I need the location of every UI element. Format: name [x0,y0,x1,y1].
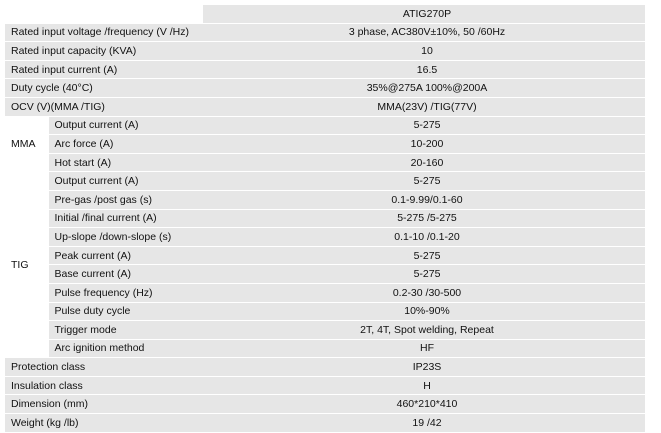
row-value: 0.1-10 /0.1-20 [203,228,645,247]
row-label: Dimension (mm) [5,395,203,414]
row-value: 5-275 [203,265,645,284]
row-label: Insulation class [5,376,203,395]
table-row [5,414,645,433]
row-label: Duty cycle (40°C) [5,79,203,98]
row-value: 20-160 [203,153,645,172]
table-row [5,376,645,395]
row-value: 16.5 [203,60,645,79]
table-row [5,358,645,377]
row-value: MMA(23V) /TIG(77V) [203,97,645,116]
row-value: HF [203,339,645,358]
row-label: Peak current (A) [48,246,203,265]
header-row [5,5,645,23]
row-label: Trigger mode [48,321,203,340]
row-label: Arc force (A) [48,135,203,154]
row-value: 35%@275A 100%@200A [203,79,645,98]
row-value: 5-275 [203,116,645,135]
row-label: Protection class [5,358,203,377]
row-label: Rated input current (A) [5,60,203,79]
row-label: OCV (V)(MMA /TIG) [5,97,203,116]
table-row [5,209,645,228]
row-label: Rated input capacity (KVA) [5,42,203,61]
table-row [5,395,645,414]
table-row [5,135,645,154]
row-label: Output current (A) [48,172,203,191]
row-value: 10-200 [203,135,645,154]
table-row [5,339,645,358]
table-row [5,116,645,135]
row-value: 5-275 [203,246,645,265]
row-value: 5-275 /5-275 [203,209,645,228]
spec-table [5,5,645,433]
table-row [5,60,645,79]
row-label: Pulse frequency (Hz) [48,283,203,302]
table-row [5,302,645,321]
row-value: H [203,376,645,395]
table-row [5,228,645,247]
row-value: IP23S [203,358,645,377]
group-label-mma: MMA [5,116,48,172]
row-label: Arc ignition method [48,339,203,358]
table-row [5,153,645,172]
row-value: 460*210*410 [203,395,645,414]
table-row [5,283,645,302]
row-label: Output current (A) [48,116,203,135]
header-blank-cell [5,5,203,23]
row-label: Pulse duty cycle [48,302,203,321]
table-row [5,97,645,116]
table-row [5,190,645,209]
table-row [5,321,645,340]
table-row [5,246,645,265]
row-value: 3 phase, AC380V±10%, 50 /60Hz [203,23,645,42]
group-label-tig: TIG [5,172,48,358]
table-row [5,23,645,42]
row-value: 2T, 4T, Spot welding, Repeat [203,321,645,340]
row-value: 0.2-30 /30-500 [203,283,645,302]
row-label: Up-slope /down-slope (s) [48,228,203,247]
row-label: Rated input voltage /frequency (V /Hz) [5,23,203,42]
table-row [5,172,645,191]
model-name: ATIG270P [203,5,645,23]
table-row [5,42,645,61]
row-label: Pre-gas /post gas (s) [48,190,203,209]
row-label: Initial /final current (A) [48,209,203,228]
table-row [5,265,645,284]
table-row [5,79,645,98]
row-value: 19 /42 [203,414,645,433]
row-value: 5-275 [203,172,645,191]
row-value: 10 [203,42,645,61]
row-label: Hot start (A) [48,153,203,172]
row-value: 0.1-9.99/0.1-60 [203,190,645,209]
row-label: Base current (A) [48,265,203,284]
spec-sheet [5,5,645,433]
row-label: Weight (kg /lb) [5,414,203,433]
row-value: 10%-90% [203,302,645,321]
